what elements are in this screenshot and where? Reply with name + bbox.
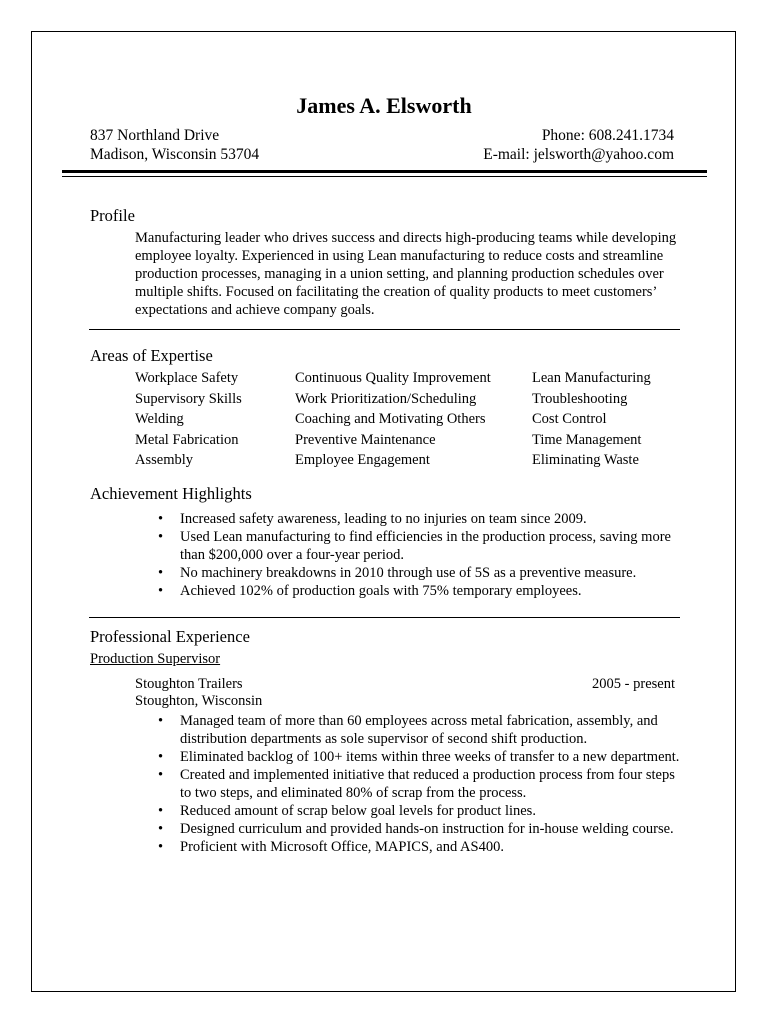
- duty-item: • Created and implemented initiative that reduced a production process from four steps to two steps, and eliminated 80% of scrap from the process.: [135, 766, 680, 802]
- achievement-item: • Achieved 102% of production goals with 75% temporary employees.: [135, 582, 680, 600]
- achievement-item: • Increased safety awareness, leading to no injuries on team since 2009.: [135, 510, 680, 528]
- achievements-divider: [89, 617, 680, 618]
- expertise-item: Troubleshooting: [532, 390, 628, 407]
- header-divider-thin: [62, 176, 707, 177]
- header-divider-thick: [62, 170, 707, 173]
- email-address: E-mail: jelsworth@yahoo.com: [483, 146, 674, 163]
- duty-item: • Reduced amount of scrap below goal levels for product lines.: [135, 802, 680, 820]
- expertise-item: Workplace Safety: [135, 370, 239, 386]
- expertise-item: Metal Fabrication: [135, 431, 239, 448]
- expertise-item: Lean Manufacturing: [532, 370, 651, 386]
- duty-item: • Proficient with Microsoft Office, MAPICS, and AS400.: [135, 838, 680, 856]
- achievement-item: • No machinery breakdowns in 2010 through use of 5S as a preventive measure.: [135, 564, 680, 582]
- profile-heading: Profile: [90, 206, 135, 225]
- expertise-item: Time Management: [532, 431, 642, 448]
- candidate-name: James A. Elsworth: [296, 93, 472, 118]
- expertise-item: Eliminating Waste: [532, 452, 639, 469]
- expertise-item: Cost Control: [532, 411, 607, 428]
- expertise-item: Employee Engagement: [295, 452, 430, 469]
- achievement-item: • Used Lean manufacturing to find efficiencies in the production process, saving more than $200,000 over a four-year period.: [135, 528, 680, 564]
- duty-item: • Designed curriculum and provided hands-on instruction for in-house welding course.: [135, 820, 680, 838]
- expertise-column-3: [532, 368, 651, 471]
- expertise-item: Preventive Maintenance: [295, 431, 436, 448]
- expertise-column-1: [135, 368, 242, 471]
- duties-list: [135, 712, 680, 856]
- duty-item: • Managed team of more than 60 employees across metal fabrication, assembly, and distribution departments as sole supervisor of second shift production.: [135, 712, 680, 748]
- profile-divider: [89, 329, 680, 330]
- expertise-item: Supervisory Skills: [135, 390, 242, 407]
- achievements-heading: Achievement Highlights: [90, 484, 252, 503]
- profile-text: Manufacturing leader who drives success and directs high-producing teams while developing employee loyalty. Experienced in using Lean manufacturing to reduce costs and streamline production processes, managing in a union setting, and planning production schedules over multiple shifts. Focused on facilitating the creation of quality products to meet customers’ expectations and achieve company goals.: [135, 230, 677, 318]
- expertise-item: Continuous Quality Improvement: [295, 370, 491, 386]
- experience-heading: Professional Experience: [90, 627, 250, 646]
- company-name: Stoughton Trailers: [135, 676, 243, 692]
- expertise-item: Assembly: [135, 452, 193, 469]
- company-location: Stoughton, Wisconsin: [135, 693, 263, 709]
- job-title: Production Supervisor: [90, 651, 221, 667]
- achievements-list: [135, 510, 680, 600]
- address-line-1: 837 Northland Drive: [90, 127, 220, 144]
- expertise-item: Coaching and Motivating Others: [295, 411, 486, 428]
- expertise-column-2: [295, 368, 491, 471]
- address-line-2: Madison, Wisconsin 53704: [90, 146, 260, 163]
- expertise-item: Work Prioritization/Scheduling: [295, 390, 477, 407]
- duty-item: • Eliminated backlog of 100+ items within three weeks of transfer to a new department.: [135, 748, 680, 766]
- employment-dates: 2005 - present: [592, 676, 675, 692]
- expertise-heading: Areas of Expertise: [90, 346, 213, 365]
- phone-number: Phone: 608.241.1734: [541, 127, 674, 144]
- expertise-item: Welding: [135, 411, 184, 428]
